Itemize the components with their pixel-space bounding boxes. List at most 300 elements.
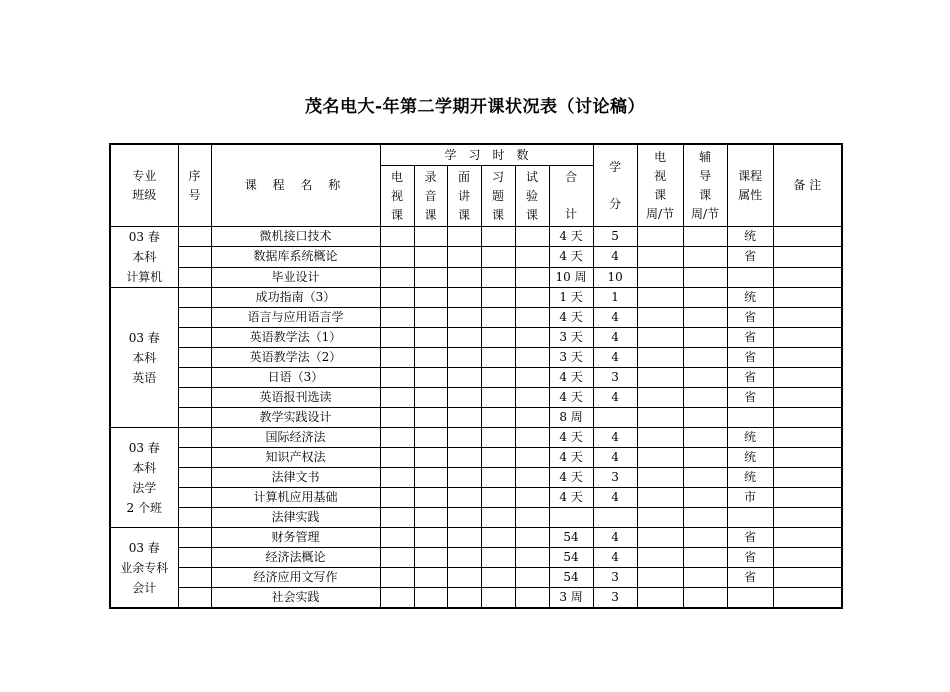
hours-cell [481, 588, 515, 609]
hours-cell [515, 348, 549, 368]
credit-cell: 4 [593, 528, 637, 548]
credit-cell: 3 [593, 568, 637, 588]
remark-cell [773, 468, 842, 488]
group-label-cell [110, 288, 178, 428]
hours-cell [481, 448, 515, 468]
tutor-weekly-cell [683, 408, 727, 428]
header-tv: 电 视 课 [380, 166, 414, 227]
hours-cell [515, 227, 549, 247]
credit-cell: 4 [593, 428, 637, 448]
attribute-cell: 省 [727, 388, 773, 408]
remark-cell [773, 508, 842, 528]
table-row [110, 428, 842, 448]
remark-cell [773, 568, 842, 588]
attribute-cell: 省 [727, 348, 773, 368]
table-row [110, 368, 842, 388]
hours-cell [515, 247, 549, 267]
total-cell: 54 [549, 568, 593, 588]
attribute-cell [727, 267, 773, 287]
seq-cell [178, 328, 211, 348]
seq-cell [178, 288, 211, 308]
tv-weekly-cell [637, 468, 683, 488]
course-name-cell: 英语报刊选读 [211, 388, 380, 408]
remark-cell [773, 528, 842, 548]
tv-weekly-cell [637, 568, 683, 588]
hours-cell [515, 368, 549, 388]
hours-cell [447, 368, 481, 388]
hours-cell [414, 508, 447, 528]
hours-cell [515, 408, 549, 428]
hours-cell [515, 288, 549, 308]
table-row [110, 227, 842, 247]
course-name-cell: 经济应用文写作 [211, 568, 380, 588]
seq-cell [178, 508, 211, 528]
hours-cell [380, 508, 414, 528]
hours-cell [447, 388, 481, 408]
page-title: 茂名电大-年第二学期开课状况表（讨论稿） [304, 97, 646, 117]
tv-weekly-cell [637, 328, 683, 348]
remark-cell [773, 267, 842, 287]
hours-cell [414, 328, 447, 348]
attribute-cell [727, 588, 773, 609]
total-cell: 4 天 [549, 247, 593, 267]
header-major-class: 专业 班级 [110, 144, 178, 227]
hours-cell [515, 548, 549, 568]
hours-cell [447, 468, 481, 488]
credit-cell [593, 508, 637, 528]
hours-cell [447, 448, 481, 468]
hours-cell [380, 308, 414, 328]
hours-cell [414, 227, 447, 247]
total-cell: 54 [549, 548, 593, 568]
total-cell: 4 天 [549, 488, 593, 508]
group-label-line: 法学 [132, 480, 157, 495]
seq-cell [178, 548, 211, 568]
hours-cell [447, 288, 481, 308]
tutor-weekly-cell [683, 428, 727, 448]
tv-weekly-cell [637, 488, 683, 508]
course-name-cell: 语言与应用语言学 [211, 308, 380, 328]
attribute-cell: 统 [727, 288, 773, 308]
hours-cell [380, 568, 414, 588]
header-tv-weekly: 电 视 课 周/节 [637, 144, 683, 227]
total-cell: 4 天 [549, 468, 593, 488]
table-row [110, 408, 842, 428]
course-name-cell: 英语教学法（1） [211, 328, 380, 348]
total-cell: 3 周 [549, 588, 593, 609]
table-row [110, 267, 842, 287]
header-row-1 [110, 144, 842, 166]
group-label-line: 03 春 [128, 230, 160, 244]
hours-cell [447, 267, 481, 287]
tutor-weekly-cell [683, 247, 727, 267]
hours-cell [515, 468, 549, 488]
hours-cell [515, 267, 549, 287]
hours-cell [481, 488, 515, 508]
credit-cell: 4 [593, 308, 637, 328]
hours-cell [447, 508, 481, 528]
hours-cell [515, 588, 549, 609]
course-name-cell: 国际经济法 [211, 428, 380, 448]
tv-weekly-cell [637, 348, 683, 368]
hours-cell [380, 227, 414, 247]
course-name-cell: 法律文书 [211, 468, 380, 488]
table-row [110, 348, 842, 368]
hours-cell [380, 428, 414, 448]
remark-cell [773, 368, 842, 388]
credit-cell: 3 [593, 368, 637, 388]
attribute-cell: 省 [727, 548, 773, 568]
seq-cell [178, 388, 211, 408]
credit-cell: 10 [593, 267, 637, 287]
remark-cell [773, 328, 842, 348]
tutor-weekly-cell [683, 368, 727, 388]
seq-cell [178, 588, 211, 609]
tutor-weekly-cell [683, 588, 727, 609]
tutor-weekly-cell [683, 308, 727, 328]
hours-cell [447, 408, 481, 428]
remark-cell [773, 428, 842, 448]
credit-cell: 4 [593, 488, 637, 508]
tutor-weekly-cell [683, 568, 727, 588]
hours-cell [481, 368, 515, 388]
credit-cell: 4 [593, 548, 637, 568]
hours-cell [481, 528, 515, 548]
header-credit: 学 分 [593, 144, 637, 227]
credit-cell: 4 [593, 388, 637, 408]
hours-cell [481, 288, 515, 308]
hours-cell [414, 528, 447, 548]
hours-cell [414, 468, 447, 488]
tutor-weekly-cell [683, 328, 727, 348]
remark-cell [773, 448, 842, 468]
course-name-cell: 成功指南（3） [211, 288, 380, 308]
seq-cell [178, 408, 211, 428]
table-row [110, 448, 842, 468]
tutor-weekly-cell [683, 227, 727, 247]
course-name-cell: 教学实践设计 [211, 408, 380, 428]
seq-cell [178, 448, 211, 468]
total-cell: 4 天 [549, 227, 593, 247]
tv-weekly-cell [637, 267, 683, 287]
table-row [110, 388, 842, 408]
hours-cell [380, 468, 414, 488]
attribute-cell: 统 [727, 227, 773, 247]
hours-cell [481, 468, 515, 488]
total-cell: 4 天 [549, 448, 593, 468]
hours-cell [515, 508, 549, 528]
hours-cell [414, 368, 447, 388]
total-cell: 8 周 [549, 408, 593, 428]
table-row [110, 588, 842, 609]
hours-cell [447, 528, 481, 548]
hours-cell [380, 247, 414, 267]
credit-cell: 4 [593, 448, 637, 468]
attribute-cell: 省 [727, 247, 773, 267]
header-attribute: 课程 属性 [727, 144, 773, 227]
hours-cell [380, 448, 414, 468]
hours-cell [515, 568, 549, 588]
hours-cell [414, 568, 447, 588]
seq-cell [178, 348, 211, 368]
attribute-cell: 统 [727, 468, 773, 488]
group-label-line: 计算机 [126, 270, 163, 284]
hours-cell [414, 388, 447, 408]
remark-cell [773, 408, 842, 428]
hours-cell [447, 548, 481, 568]
hours-cell [380, 588, 414, 609]
credit-cell: 4 [593, 348, 637, 368]
hours-cell [380, 348, 414, 368]
attribute-cell: 省 [727, 568, 773, 588]
hours-cell [380, 328, 414, 348]
credit-cell: 3 [593, 468, 637, 488]
table-row [110, 328, 842, 348]
group-label-line: 业余专科 [120, 560, 169, 575]
hours-cell [380, 488, 414, 508]
remark-cell [773, 488, 842, 508]
tutor-weekly-cell [683, 288, 727, 308]
course-name-cell: 数据库系统概论 [211, 247, 380, 267]
tutor-weekly-cell [683, 508, 727, 528]
tutor-weekly-cell [683, 488, 727, 508]
header-tutor-weekly: 辅 导 课 周/节 [683, 144, 727, 227]
course-name-cell: 财务管理 [211, 528, 380, 548]
hours-cell [380, 368, 414, 388]
total-cell: 10 周 [549, 267, 593, 287]
credit-cell [593, 408, 637, 428]
hours-cell [414, 428, 447, 448]
header-seq: 序 号 [178, 144, 211, 227]
total-cell: 4 天 [549, 428, 593, 448]
credit-cell: 4 [593, 328, 637, 348]
header-exercise: 习 题 课 [481, 166, 515, 227]
table-row [110, 468, 842, 488]
hours-cell [481, 548, 515, 568]
hours-cell [414, 588, 447, 609]
hours-cell [515, 328, 549, 348]
table-row [110, 568, 842, 588]
hours-cell [447, 227, 481, 247]
hours-cell [380, 388, 414, 408]
hours-cell [380, 288, 414, 308]
course-name-cell: 经济法概论 [211, 548, 380, 568]
table-row [110, 528, 842, 548]
header-lab: 试 验 课 [515, 166, 549, 227]
tutor-weekly-cell [683, 448, 727, 468]
total-cell: 4 天 [549, 388, 593, 408]
seq-cell [178, 488, 211, 508]
hours-cell [380, 548, 414, 568]
total-cell: 4 天 [549, 368, 593, 388]
hours-cell [447, 328, 481, 348]
seq-cell [178, 227, 211, 247]
hours-cell [515, 388, 549, 408]
hours-cell [447, 428, 481, 448]
hours-cell [481, 568, 515, 588]
hours-cell [515, 488, 549, 508]
group-label-line: 本科 [132, 250, 157, 264]
hours-cell [481, 388, 515, 408]
table-row [110, 488, 842, 508]
header-remark: 备 注 [773, 144, 842, 227]
hours-cell [481, 508, 515, 528]
tutor-weekly-cell [683, 468, 727, 488]
group-label-line: 本科 [132, 350, 157, 365]
course-name-cell: 知识产权法 [211, 448, 380, 468]
attribute-cell: 省 [727, 528, 773, 548]
credit-cell: 5 [593, 227, 637, 247]
header-study-hours: 学 习 时 数 [380, 144, 593, 166]
remark-cell [773, 288, 842, 308]
remark-cell [773, 388, 842, 408]
attribute-cell: 统 [727, 448, 773, 468]
header-course-name: 课 程 名 称 [211, 144, 380, 227]
total-cell: 54 [549, 528, 593, 548]
hours-cell [414, 308, 447, 328]
seq-cell [178, 428, 211, 448]
hours-cell [481, 348, 515, 368]
hours-cell [481, 328, 515, 348]
group-label-cell [110, 428, 178, 528]
tutor-weekly-cell [683, 348, 727, 368]
attribute-cell: 省 [727, 368, 773, 388]
group-label-line: 英语 [132, 370, 157, 385]
course-name-cell: 日语（3） [211, 368, 380, 388]
table-row [110, 247, 842, 267]
hours-cell [414, 348, 447, 368]
hours-cell [515, 528, 549, 548]
seq-cell [178, 528, 211, 548]
tv-weekly-cell [637, 588, 683, 609]
hours-cell [515, 448, 549, 468]
tv-weekly-cell [637, 227, 683, 247]
credit-cell: 3 [593, 588, 637, 609]
table-row [110, 548, 842, 568]
table-row [110, 308, 842, 328]
hours-cell [481, 267, 515, 287]
tv-weekly-cell [637, 308, 683, 328]
group-label-line: 2 个班 [126, 500, 162, 515]
attribute-cell [727, 508, 773, 528]
hours-cell [380, 528, 414, 548]
total-cell: 3 天 [549, 348, 593, 368]
attribute-cell: 省 [727, 328, 773, 348]
total-cell: 4 天 [549, 308, 593, 328]
header-audio: 录 音 课 [414, 166, 447, 227]
hours-cell [515, 308, 549, 328]
hours-cell [414, 488, 447, 508]
seq-cell [178, 247, 211, 267]
tv-weekly-cell [637, 528, 683, 548]
attribute-cell: 统 [727, 428, 773, 448]
attribute-cell: 省 [727, 308, 773, 328]
seq-cell [178, 267, 211, 287]
hours-cell [481, 247, 515, 267]
hours-cell [481, 408, 515, 428]
hours-cell [380, 267, 414, 287]
course-name-cell: 社会实践 [211, 588, 380, 609]
tv-weekly-cell [637, 408, 683, 428]
hours-cell [414, 288, 447, 308]
tutor-weekly-cell [683, 528, 727, 548]
hours-cell [481, 308, 515, 328]
course-name-cell: 法律实践 [211, 508, 380, 528]
attribute-cell [727, 408, 773, 428]
hours-cell [481, 428, 515, 448]
hours-cell [414, 247, 447, 267]
hours-cell [447, 488, 481, 508]
course-name-cell: 英语教学法（2） [211, 348, 380, 368]
total-cell: 1 天 [549, 288, 593, 308]
hours-cell [414, 408, 447, 428]
group-label-cell [110, 528, 178, 609]
header-total: 合 计 [549, 166, 593, 227]
group-label-line: 03 春 [128, 540, 160, 555]
remark-cell [773, 588, 842, 609]
seq-cell [178, 568, 211, 588]
header-lecture: 面 讲 课 [447, 166, 481, 227]
seq-cell [178, 468, 211, 488]
hours-cell [447, 568, 481, 588]
total-cell: 3 天 [549, 328, 593, 348]
tutor-weekly-cell [683, 548, 727, 568]
group-label-line: 本科 [132, 460, 157, 475]
hours-cell [414, 548, 447, 568]
course-name-cell: 计算机应用基础 [211, 488, 380, 508]
tv-weekly-cell [637, 508, 683, 528]
credit-cell: 1 [593, 288, 637, 308]
attribute-cell: 市 [727, 488, 773, 508]
remark-cell [773, 548, 842, 568]
remark-cell [773, 308, 842, 328]
hours-cell [447, 588, 481, 609]
tv-weekly-cell [637, 288, 683, 308]
hours-cell [515, 428, 549, 448]
hours-cell [481, 227, 515, 247]
hours-cell [380, 408, 414, 428]
tv-weekly-cell [637, 428, 683, 448]
seq-cell [178, 368, 211, 388]
total-cell [549, 508, 593, 528]
tutor-weekly-cell [683, 388, 727, 408]
group-label-line: 03 春 [128, 330, 160, 345]
course-name-cell: 毕业设计 [211, 267, 380, 287]
remark-cell [773, 348, 842, 368]
tutor-weekly-cell [683, 267, 727, 287]
seq-cell [178, 308, 211, 328]
hours-cell [447, 348, 481, 368]
tv-weekly-cell [637, 247, 683, 267]
hours-cell [447, 247, 481, 267]
remark-cell [773, 247, 842, 267]
hours-cell [414, 448, 447, 468]
tv-weekly-cell [637, 448, 683, 468]
course-name-cell: 微机接口技术 [211, 227, 380, 247]
group-label-cell [110, 227, 178, 288]
table-row [110, 508, 842, 528]
group-label-line: 03 春 [128, 440, 160, 455]
hours-cell [447, 308, 481, 328]
group-label-line: 会计 [132, 580, 157, 595]
table-row [110, 288, 842, 308]
tv-weekly-cell [637, 388, 683, 408]
tv-weekly-cell [637, 548, 683, 568]
hours-cell [414, 267, 447, 287]
remark-cell [773, 227, 842, 247]
course-schedule-table [109, 143, 843, 609]
tv-weekly-cell [637, 368, 683, 388]
